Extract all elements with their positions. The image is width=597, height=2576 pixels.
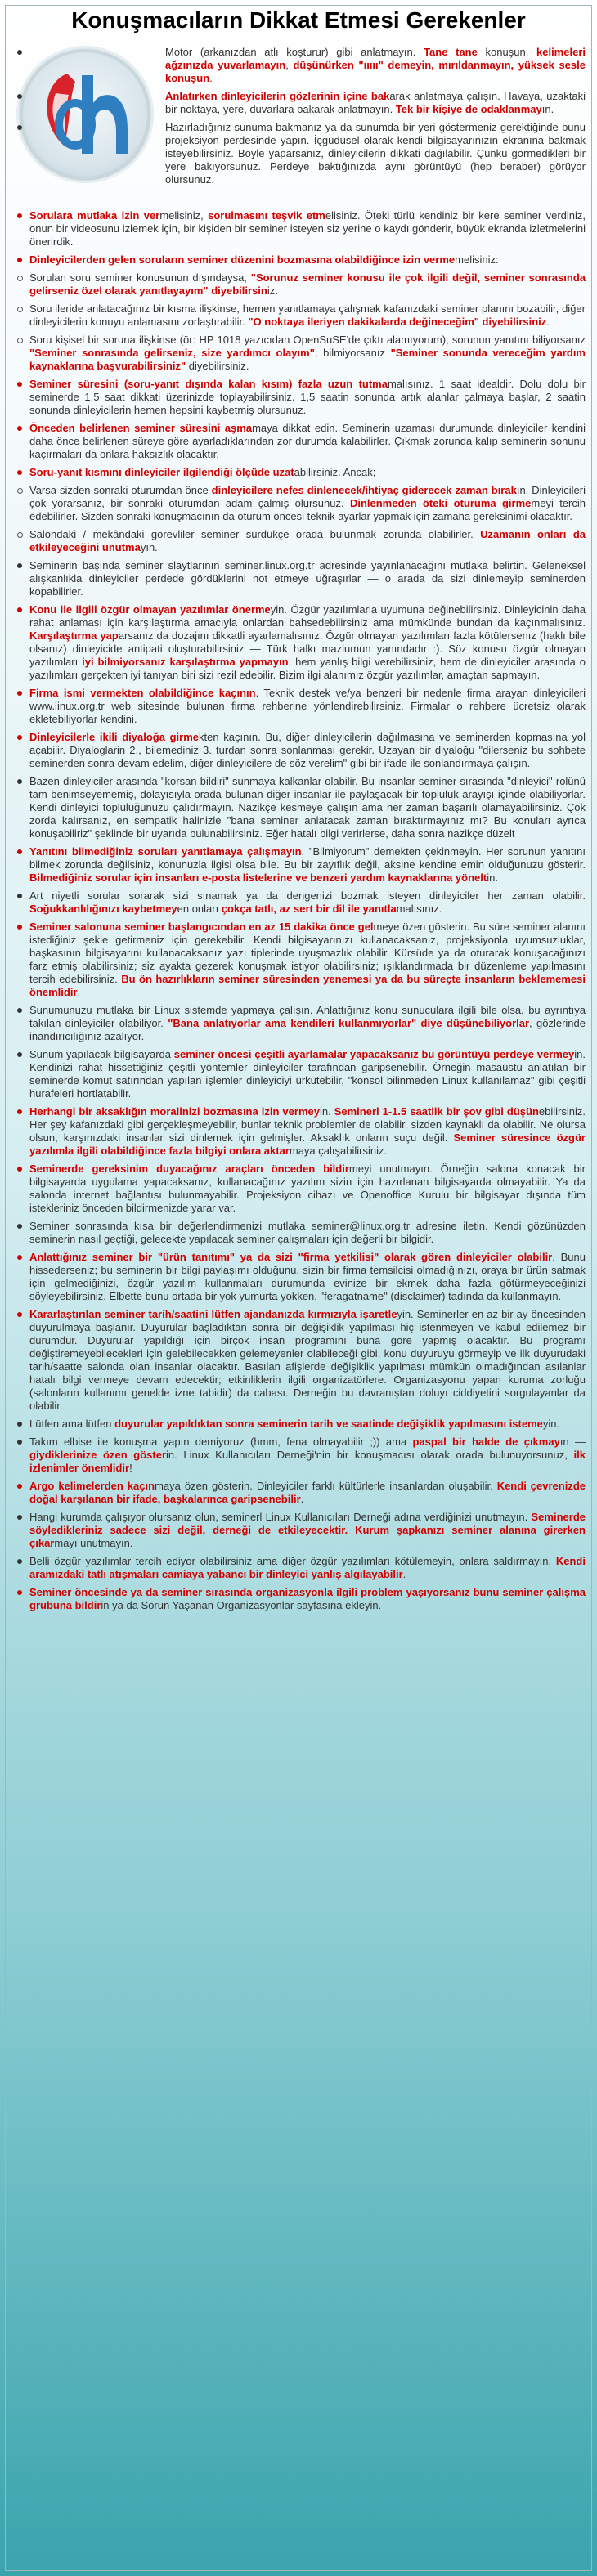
- body-text: en onları: [177, 903, 222, 915]
- body-text: yin. Seminerler en az bir ay öncesinden duyurulmaya başlanır. Duyurular başladıktan sonra bir değişiklik yapılması hiç istenmeyen ve kabul edilemez bir durumdur. Duyurular yapıldığı için birçok insan programını buna göre yapmış olacaktır. Bu programı değiştiremeyebilecekleri için gelebilecekken gelemeyenler olabileceği gibi, konu duyuruyu görmeyip ve ilk duyurudaki tarih/saatte salonda olan insanlar olacaktır. Basılan afişlerde değişiklik yapılması mümkün olmadığından asılanlar hatalı bilgi vermeye devam edecektir; etkinliklerin ilgili organizatörlere. Organizasyonu yapan kuruma zorluğu (salonların kullanımı genelde izne tabidir) da cabası. Derneğin bu davranıştan doluyı ciddiyetini sorgulayanlar da olabilir.: [29, 1308, 586, 1412]
- body-text: meye özen gösterin. Bu süre seminer alanını istediğiniz şekle getirmeniz için gerekebilir. Kendi bilgisayarınızı kullanacaksanız, projeksiyonla uyumsuzluklar, başkasının bilgisayarını kullanacaksanız yazı tiplerinde uyuşmazlık olabilir. Kürsüde ya da oturarak konuşacağınızı farz etmiş olabilirsiniz; siz ayakta gezerek konuşmak istiyor olabilirsiniz; ışıklandırmada bir düzenleme yapılmasını tercih edebilirsiniz.: [29, 921, 586, 985]
- emphasis-text: Tek bir kişiye de odaklanmay: [395, 103, 542, 115]
- emphasis-text: Sorulara mutlaka izin ver: [29, 209, 160, 222]
- body-text: yın.: [140, 541, 158, 553]
- body-text: maya çalışabilirsiniz.: [289, 1145, 388, 1157]
- guidelines-list: [11, 209, 586, 1612]
- body-text: Hangi kurumda çalışıyor olursanız olun, seminerl Linux Kullanıcıları Derneği adına verdiğinizi unutmayın.: [29, 1511, 532, 1523]
- guideline-item: [11, 1220, 586, 1246]
- guideline-item: [11, 1555, 586, 1581]
- intro-bullet-item: [11, 121, 586, 186]
- guideline-item: [11, 1418, 586, 1431]
- guideline-item: [11, 1048, 586, 1100]
- emphasis-text: Seminer öncesinde ya da seminer sırasında organizasyonla ilgili problem yaşıyorsanız bunu seminer çalışma grubuna bildir: [29, 1586, 586, 1611]
- body-text: maya dikkat edin. Seminerin uzaması durumunda dinleyiciler kendini daha önce belirlenen süreye göre ayarladıklarından zor durumda kalabilirler. Çıkmak zorunda kalıp seminerin sonunu kaçırmaları da onlara haksızlık olacaktır.: [29, 422, 586, 460]
- emphasis-text: sorulmasını teşvik etm: [208, 209, 325, 222]
- body-text: Belli özgür yazılımlar tercih ediyor olabilirsiniz ama diğer özgür yazılımları kötülemeyin, onlara saldırmayın.: [29, 1555, 556, 1567]
- emphasis-text: Firma ismi vermekten olabildiğince kaçının: [29, 687, 256, 699]
- body-text: .: [546, 316, 550, 328]
- body-text: Seminerin başında seminer slaytlarının seminer.linux.org.tr adresinde yayınlanacağını mutlaka belirtin. Geleneksel alışkanlıkla dinleyiciler perdede gördüklerini not etmeye uğraşırlar — o arada da sizi dinlemeyip seminerden kopabilirler.: [29, 559, 586, 598]
- body-text: Art niyetli sorular sorarak sizi sınamak ya da dengenizi bozmak isteyen dinleyiciler her zaman olabilir.: [29, 889, 586, 902]
- guideline-item: [11, 1480, 586, 1506]
- guideline-item: [11, 845, 586, 885]
- body-text: Sorulan soru seminer konusunun dışındaysa,: [29, 271, 251, 284]
- emphasis-text: Soru-yanıt kısmını dinleyiciler ilgilendiği ölçüde uzat: [29, 466, 294, 478]
- body-text: meyi unutmayın. Örneğin salona konacak bir bilgisayarda uygulama yapacaksanız, kullanacağınız yazılım sizin için hazırlanan bilgisayarda olmayabilir. Ya da salonda internet bağlantısı bulunmayabilir. Projeksiyon cihazı ve Openoffice Kurulu bir bilgisayar dışında tüm istekleriniz önceden bildirmenizde yarar var.: [29, 1163, 586, 1214]
- body-text: ın. Dinleyicileri çok yorarsanız, bir sonraki oturumdan adam çalmış olursunuz.: [29, 484, 586, 509]
- emphasis-text: Önceden belirlenen seminer süresini aşma: [29, 422, 253, 434]
- guideline-item: [11, 889, 586, 916]
- guideline-item: [11, 484, 586, 523]
- body-text: , bilmiyorsanız: [314, 347, 391, 359]
- page-title: Konuşmacıların Dikkat Etmesi Gerekenler: [71, 7, 526, 33]
- emphasis-text: Seminer süresini (soru-yanıt dışında kalan kısım) fazla uzun tutma: [29, 378, 388, 390]
- body-text: .: [77, 986, 81, 998]
- emphasis-text: Seminerl 1-1.5 saatlik bir şov gibi düşün: [334, 1105, 539, 1118]
- body-text: ın —: [559, 1436, 586, 1448]
- body-text: Motor (arkanızdan atlı koşturur) gibi anlatmayın.: [165, 46, 424, 58]
- emphasis-text: düşünürken "ııııı" demeyin, mırıldanmayın, yüksek sesle konuşun: [165, 59, 586, 84]
- guideline-item: [11, 775, 586, 840]
- body-text: ,: [285, 59, 294, 71]
- emphasis-text: iyi bilmiyorsanız karşılaştırma yapmayın: [82, 656, 289, 668]
- body-text: mayı unutmayın.: [54, 1537, 133, 1549]
- body-text: ebilirsiniz. Her şey kafanızdaki gibi gerçekleşmeyebilir, bunlar teknik problemler de olabilir, sizden kaynaklı da olabilir. Ne olursa olsun, karşınızdaki insanlar sizi dinlemek için gelmişler. Aksaklık onların suçu değil.: [29, 1105, 586, 1144]
- body-text: Bazen dinleyiciler arasında "korsan bildiri" sunmaya kalkanlar olabilir. Bu insanlar seminer sırasında "dinleyici" rolünü tam benimseyememiş, dolayısıyla orada bulunan diğer insanlar ile paylaşacak bir topluluk arayışı içinde olabiliyorlar. Kendi dinleyici topluluğunuzu çalıdırmayın. Nazikçe kesmeye çalışın ama her zaman başarılı olamayabilirsiniz. Çok zorda kalırsanız, en sempatik halinizle "bana seminer anlatacak zaman bıraktırmayınız mı? Bu konuları ayrıca konuşabiliriz" şeklinde bir uyarıda bulunabilirsiniz. Eğer hatalı bilgi verirlerse, daha sonra nazikçe düzelt: [29, 775, 586, 840]
- body-text: konuşun,: [477, 46, 536, 58]
- body-text: elisiniz. Öteki türlü kendiniz bir kere seminer verdiniz, onun bir videosunu izlemek için, bir kişiden bir seminer isteyen siz yerine o kaydı gönderir, büyük ekranda izletmelerini önerirdik.: [29, 209, 586, 248]
- guideline-item: [11, 1105, 586, 1158]
- emphasis-text: giydiklerinize özen göster: [29, 1449, 167, 1461]
- emphasis-text: Soğukkanlılığınızı kaybetmey: [29, 903, 177, 915]
- guideline-item: [11, 271, 586, 298]
- emphasis-text: Argo kelimelerden kaçın: [29, 1480, 155, 1492]
- emphasis-text: duyurular yapıldıktan sonra seminerin tarih ve saatinde değişiklik yapılmasını isteme: [114, 1418, 543, 1430]
- body-text: yin. Özgür yazılımlarla uyumuna değinebilirsiniz. Dinleyicinin daha rahat anlaması için karşılaştırma amacıyla onlardan bahsedebilirsiniz ama mümkünde bundan da kaçınmalısınız.: [29, 603, 586, 629]
- emphasis-text: Bilmediğiniz sorular için insanları e-posta listelerine ve benzeri yardım kaynaklarına yönelt: [29, 871, 487, 884]
- guideline-item: [11, 687, 586, 726]
- emphasis-text: Kendi çevrenizde doğal karşılanan bir ifade, başkalarınca garipsenebilir: [29, 1480, 586, 1505]
- body-text: malısınız. 1 saat idealdir. Dolu dolu bir seminerde 1,5 saat dikkati üzerinizde toplayabilirsiniz. 1,5 saatin sonunda artık alanlar çalmaya başlar, 2 saatin sonunda dinleyicilerin hemen hepsini kaybetmiş olursunuz.: [29, 378, 586, 416]
- body-text: yin.: [542, 1418, 560, 1430]
- emphasis-text: Dinleyicilerle ikili diyaloğa girme: [29, 731, 200, 743]
- guideline-item: [11, 559, 586, 598]
- guideline-item: [11, 253, 586, 267]
- body-text: Salondaki / mekândaki görevliler seminer sürdükçe orada bulunmak zorunda olabilirler.: [29, 528, 481, 540]
- body-text: Seminer sonrasında kısa bir değerlendirmenizi mutlaka seminer@linux.org.tr adresine iletin. Kendi gözünüzden seminerin nasıl geçtiği, gelecekte yapılacak seminer çalışmaları için değerli bir bilgidir.: [29, 1220, 586, 1245]
- body-text: .: [402, 1568, 406, 1580]
- body-text: kten kaçının. Bu, diğer dinleyicilerin dağılmasına ve seminerden kopmasına yol açabilir. Diyaloglarin 2., bilemediniz 3. turdan sonra sonlanması gerekir. Uzayan bir diyaloğu "dilerseniz bu sohbete seminerden sonra devam edelim, diğer dinleyicilere de söz verelim" gibi bir ifade ile sonlandırmaya çalışın.: [29, 731, 586, 769]
- guideline-item: [11, 466, 586, 479]
- body-text: iz.: [267, 284, 278, 297]
- guideline-item: [11, 422, 586, 461]
- emphasis-text: "Seminer sonrasında gelirseniz, size yardımcı olayım": [29, 347, 315, 359]
- body-text: in. Linux Kullanıcıları Derneği'nin bir konuşmacısı olarak orada bulunuyorsunuz,: [166, 1449, 574, 1461]
- guideline-item: [11, 1436, 586, 1475]
- body-text: , gözlerinde inandırıcılığınız azalıyor.: [29, 1017, 586, 1042]
- body-text: Sunum yapılacak bilgisayarda: [29, 1048, 174, 1060]
- intro-bullet-item: [11, 90, 586, 116]
- body-text: !: [129, 1462, 132, 1474]
- emphasis-text: Karşılaştırma yap: [29, 629, 119, 642]
- body-text: arak anlatmaya çalışın. Havaya, uzaktaki bir noktaya, yere, duvarlara bakarak anlatmayın.: [165, 90, 586, 115]
- guideline-item: [11, 1163, 586, 1215]
- body-text: arsanız da dozajını dikkatli ayarlamalısınız. Özgür olmayan yazılımları fazla kötülersenız (haklı bile olsanız) dinleyicide antipati oluşturabilirsiniz — Türk halkı mazlumun yanındadır :). Söz konusu özgür olmayan yazılımları: [29, 629, 586, 668]
- body-text: abilirsiniz. Ancak;: [294, 466, 376, 478]
- body-text: in ya da Sorun Yaşanan Organizasyonlar sayfasına ekleyin.: [101, 1599, 382, 1611]
- emphasis-text: Seminerde gereksinim duyacağınız araçları önceden bildir: [29, 1163, 349, 1175]
- emphasis-text: Bu ön hazırlıkların seminer süresinden yenemesi ya da bu süreçte insanların beklememesi önemlidir: [29, 973, 586, 998]
- emphasis-text: paspal bir halde de çıkmay: [412, 1436, 560, 1448]
- emphasis-text: Herhangi bir aksaklığın moralinizi bozmasına izin vermey: [29, 1105, 320, 1118]
- body-text: . Teknik destek ve/ya benzeri bir nedenle firma arayan dinleyicileri www.linux.org.tr web sitesinde bulunan firma rehberine yönlendirebilirsiniz. Firmalar o rehbere ücretsiz olarak ekletebiliyorlar kendini.: [29, 687, 586, 725]
- body-text: .: [209, 72, 213, 84]
- emphasis-text: "O noktaya ileriyen dakikalarda değineceğim" diyebilirsiniz: [248, 316, 547, 328]
- body-text: maya özen gösterin. Dinleyiciler farklı kültürlerle insanlardan oluşabilir.: [155, 1480, 497, 1492]
- guideline-item: [11, 1586, 586, 1612]
- guideline-item: [11, 603, 586, 682]
- body-text: Hazırladığınız sunuma bakmanız ya da sunumda bir yeri göstermeniz gerektiğinde bunu projeksiyon perdesinde yapın. İçgüdüsel olarak kendi bilgisayarınızın ekranına bakmak isteyebilirsiniz. Böyle yaparsanız, dinleyicilerin dikkati dağılabilir. Çünkü görmedikleri bir yere bakıyorsunuz. Perdeye baktığınızda aynı görüntüyü (hep beraber) görüyor olursunuz.: [165, 121, 586, 186]
- emphasis-text: Seminerde söyledikleriniz sadece sizi değil, derneği de etkileyecektir. Kurum şapkanızı seminer alanına girerken çıkar: [29, 1511, 586, 1549]
- guideline-item: [11, 378, 586, 417]
- body-text: meyi tercih edebilirler. Sizden sonraki konuşmacının da oturum öncesi teknik ayarlar yapmak için zamana gereksinimi olacaktır.: [29, 497, 586, 522]
- body-text: .: [300, 1493, 304, 1505]
- body-text: diyebilirsiniz.: [186, 360, 249, 372]
- emphasis-text: "Seminer sonunda vereceğim yardım kaynaklarına başvurabilirsiniz": [29, 347, 586, 372]
- emphasis-text: Konu ile ilgili özgür olmayan yazılımlar önerme: [29, 603, 271, 616]
- body-text: Soru kişisel bir soruna ilişkinse (ör: HP 1018 yazıcıdan OpenSuSE'de çıktı alamıyorum); sorunun yanıtını biliyorsanız: [29, 334, 586, 346]
- body-text: . "Bilmiyorum" demekten çekinmeyin. Her sorunun yanıtını bilmek zorunda değilsiniz, konunuzla ilgisi olsa bile. Bu bir zayıflık değil, aksine kendine emin olduğunuzu gösterir.: [29, 845, 586, 871]
- body-text: Lütfen ama lütfen: [29, 1418, 115, 1430]
- emphasis-text: Anlattığınız seminer bir "ürün tanıtımı" ya da sizi "firma yetkilisi" olarak gören dinleyiciler olabilir: [29, 1251, 553, 1263]
- emphasis-text: kelimeleri ağzınızda yuvarlamayın: [165, 46, 586, 71]
- guideline-item: [11, 731, 586, 770]
- body-text: melisiniz,: [159, 209, 209, 222]
- emphasis-text: Anlatırken dinleyicilerin gözlerinin içine bak: [165, 90, 390, 102]
- body-text: Soru ileride anlatacağınız bir kısma ilişkinse, hemen yanıtlamaya çalışmak kafanızdaki seminer planını bozabilir, diğer dinleyicilerin konuyu anlamasını zorlaştırabilir.: [29, 302, 586, 328]
- body-text: in.: [487, 871, 498, 884]
- body-text: malısınız.: [396, 903, 442, 915]
- guideline-item: [11, 1004, 586, 1043]
- emphasis-text: çokça tatlı, az sert bir dil ile yanıtla: [221, 903, 397, 915]
- emphasis-text: dinleyicilere nefes dinlenecek/ihtiyaç giderecek zaman bırak: [211, 484, 517, 496]
- guideline-item: [11, 302, 586, 329]
- emphasis-text: Seminer süresince özgür yazılımla ilgili olabildiğince fazla bilgiyi onlara aktar: [29, 1131, 586, 1157]
- body-text: melisiniz:: [455, 253, 499, 266]
- body-text: . Bunu hissederseniz; bu seminerin bir bilgi paylaşımı olduğunu, sizin bir firma temsilcisi olmadığınızı, oraya bir ürün satmak için gelmediğinizi, özgür yazılım kullanmaları durumunda evinize bir ekmek daha fazla götürmeyeceğinizi söyleyebilirsiniz. Elbette bunu ortada bir yok yumurta yokken, "feragatname" (disclaimer) tadında da kullanmayın.: [29, 1251, 586, 1302]
- guideline-item: [11, 1511, 586, 1550]
- emphasis-text: Dinlenmeden öteki oturuma girme: [349, 497, 532, 509]
- guideline-item: [11, 1308, 586, 1413]
- emphasis-text: Uzamanın onları da etkileyeceğini unutma: [29, 528, 586, 553]
- body-text: ın.: [541, 103, 554, 115]
- body-text: Sunumunuzu mutlaka bir Linux sistemde yapmaya çalışın. Anlattığınız konu sunuculara ilgili bile olsa, bu ayrıntıya takılan dinleyiciler olabiliyor.: [29, 1004, 586, 1029]
- intro-bullet-item: [11, 46, 586, 85]
- guideline-item: [11, 334, 586, 373]
- emphasis-text: ilk izlenimler önemlidir: [29, 1449, 586, 1474]
- emphasis-text: Seminer salonuna seminer başlangıcından en az 15 dakika önce gel: [29, 921, 374, 933]
- emphasis-text: "Sorunuz seminer konusu ile çok ilgili değil, seminer sonrasında gelirseniz özel olarak yanıtlayayım" diyebilirsin: [29, 271, 586, 297]
- guideline-item: [11, 209, 586, 249]
- emphasis-text: Kararlaştırılan seminer tarih/saatini lütfen ajandanızda kırmızıyla işaretle: [29, 1308, 397, 1320]
- guideline-item: [11, 1251, 586, 1303]
- body-text: Takım elbise ile konuşma yapın demiyoruz (hmm, fena olmayabilir ;)) ama: [29, 1436, 413, 1448]
- guideline-item: [11, 528, 586, 554]
- intro-section: [11, 46, 586, 209]
- emphasis-text: Yanıtını bilmediğiniz soruları yanıtlamaya çalışmayın: [29, 845, 302, 858]
- emphasis-text: Dinleyicilerden gelen soruların seminer düzenini bozmasına olabildiğince izin verme: [29, 253, 456, 266]
- body-text: Varsa sizden sonraki oturumdan önce: [29, 484, 212, 496]
- emphasis-text: "Bana anlatıyorlar ama kendileri kullanmıyorlar" diye düşünebiliyorlar: [168, 1017, 530, 1029]
- emphasis-text: Kendi aramızdaki tatlı atışmaları camiaya yabancı bir dinleyici yanlış algılayabilir: [29, 1555, 586, 1580]
- guideline-item: [11, 921, 586, 999]
- body-text: in.: [319, 1105, 334, 1118]
- body-text: in. Kendinizi rahat hissettiğiniz çeşitli yöntemler dinleyiciler tarafından garipsenebilir. Örneğin masaüstü anlatılan bir seminerde komut satırından yapılan işlemler dinleyiciyi ürkütebilir, "konsol bilinmeden Linux kullanılamaz" gibi çeşitli hurafeleri hortlatabilir.: [29, 1048, 586, 1100]
- body-text: ; hem yanlış bilgi verebilirsiniz, hem de dinleyiciler arasında o yazılımları gerçekten iyi tanıyan biri sizi rezil edebilir. Bizim ilgi alanımız özgür yazılımlar, amaçtan sapmayın.: [29, 656, 586, 681]
- emphasis-text: Tane tane: [424, 46, 478, 58]
- emphasis-text: seminer öncesi çeşitli ayarlamalar yapacaksanız bu görüntüyü perdeye vermey: [173, 1048, 575, 1060]
